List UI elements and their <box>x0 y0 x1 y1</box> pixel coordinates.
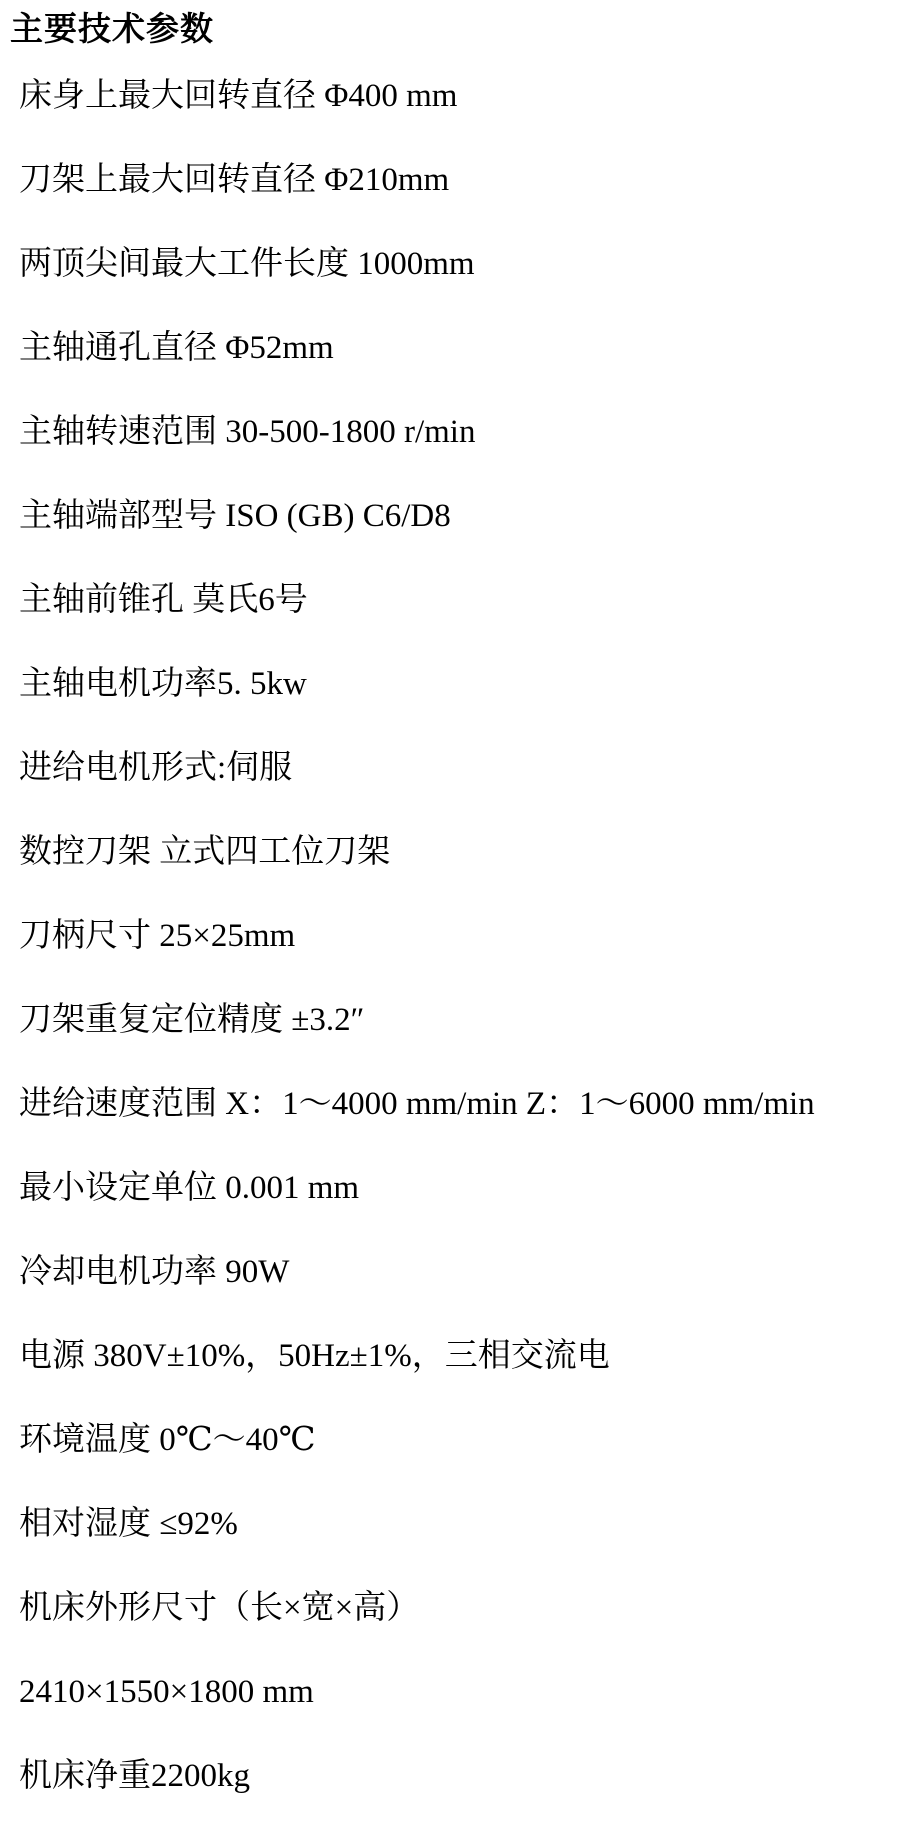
spec-line-feed-motor-type: 进给电机形式:伺服 <box>19 750 293 786</box>
page-title: 主要技术参数 <box>10 12 214 48</box>
spec-line-cnc-turret: 数控刀架 立式四工位刀架 <box>19 834 391 870</box>
spec-line-power-supply: 电源 380V±10%，50Hz±1%，三相交流电 <box>19 1338 610 1374</box>
spec-line-spindle-motor-power: 主轴电机功率5. 5kw <box>19 666 307 702</box>
spec-line-spindle-speed-range: 主轴转速范围 30-500-1800 r/min <box>19 414 476 450</box>
spec-line-relative-humidity: 相对湿度 ≤92% <box>19 1506 238 1542</box>
spec-line-spindle-nose-type: 主轴端部型号 ISO (GB) C6/D8 <box>19 498 451 534</box>
spec-line-feed-speed-range: 进给速度范围 X：1～4000 mm/min Z：1～6000 mm/min <box>19 1086 815 1122</box>
spec-line-machine-dimensions-label: 机床外形尺寸（长×宽×高） <box>19 1590 420 1626</box>
spec-line-machine-net-weight: 机床净重2200kg <box>19 1758 250 1794</box>
spec-line-tool-shank-size: 刀柄尺寸 25×25mm <box>19 918 296 954</box>
spec-line-coolant-motor-power: 冷却电机功率 90W <box>19 1254 290 1290</box>
spec-line-spindle-bore-diameter: 主轴通孔直径 Φ52mm <box>19 330 334 366</box>
spec-line-machine-dimensions-value: 2410×1550×1800 mm <box>19 1674 314 1710</box>
spec-line-max-workpiece-length: 两顶尖间最大工件长度 1000mm <box>19 246 475 282</box>
spec-line-max-swing-over-carriage: 刀架上最大回转直径 Φ210mm <box>19 162 450 198</box>
spec-line-spindle-front-taper: 主轴前锥孔 莫氏6号 <box>19 582 308 618</box>
spec-line-max-swing-over-bed: 床身上最大回转直径 Φ400 mm <box>19 78 458 114</box>
spec-line-ambient-temperature: 环境温度 0℃～40℃ <box>19 1422 316 1458</box>
spec-line-turret-repeatability: 刀架重复定位精度 ±3.2″ <box>19 1002 365 1038</box>
spec-line-min-setting-unit: 最小设定单位 0.001 mm <box>19 1170 360 1206</box>
